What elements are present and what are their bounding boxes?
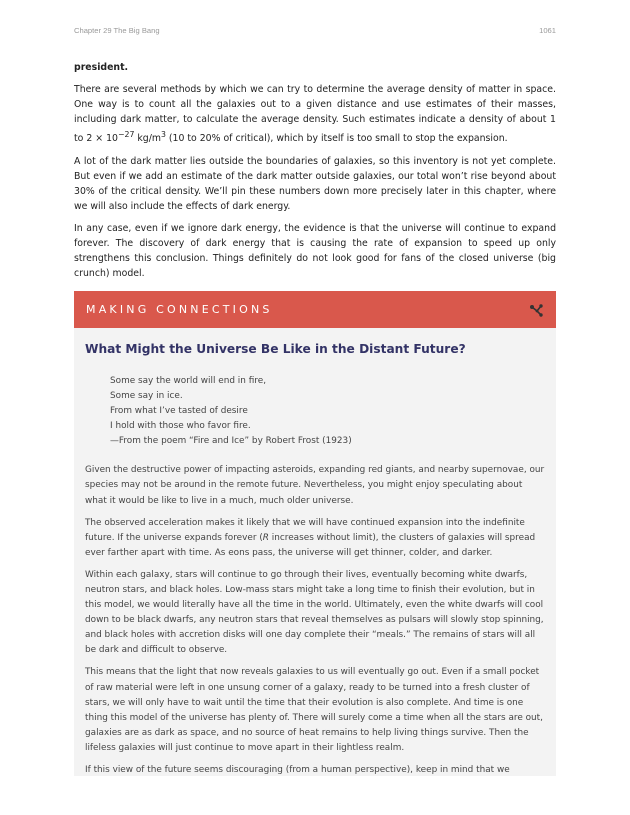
- paragraph-dark-matter: A lot of the dark matter lies outside the boundaries of galaxies, so this inventory is not yet complete. But even if we add an estimate of the dark matter outside galaxies, our total won’t rise beyond about 30% of the critical density. We’ll pin these numbers down more precisely later in this chapter, where we will also include the effects of dark energy.: [74, 155, 556, 212]
- box-header: [74, 291, 556, 328]
- paragraph-fragment: president.: [74, 62, 129, 73]
- box-label: MAKING CONNECTIONS: [86, 303, 273, 317]
- box-paragraph-expansion: [85, 516, 545, 561]
- poem-quote: [110, 374, 545, 449]
- exponent: 3: [160, 130, 166, 140]
- running-head: [74, 26, 556, 35]
- making-connections-box: [74, 291, 556, 776]
- paragraph-density-methods: [74, 82, 556, 146]
- poem-attribution: —From the poem “Fire and Ice” by Robert Frost (1923): [110, 436, 352, 447]
- box-paragraph-stars: Within each galaxy, stars will continue to go through their lives, eventually becoming white dwarfs, neutron stars, and black holes. Low-mass stars might take a long time to finish their evolution, but in this model, we would literally have all the time in the world. Ultimately, even the white dwarfs will cool down to be black dwarfs, any neutron stars that reveal themselves as pulsars will slowly stop spinning, and black holes with accretion disks will one day complete their “meals.” The remains of stars will all be dark and difficult to observe.: [85, 569, 544, 656]
- paragraph-text: increases without limit), the clusters of galaxies will spread ever farther apart with time. As eons pass, the universe will get thinner, colder, and darker.: [85, 532, 536, 558]
- paragraph-dark-energy: In any case, even if we ignore dark energy, the evidence is that the universe will continue to expand forever. The discovery of dark energy that is causing the rate of expansion to speed up only strengthens this conclusion. Things definitely do not look good for fans of the closed universe (big crunch) model.: [74, 222, 556, 280]
- paragraph-text: kg/m: [134, 133, 161, 145]
- poem-line: Some say the world will end in fire,: [110, 376, 267, 387]
- box-title: What Might the Universe Be Like in the Distant Future?: [85, 342, 466, 357]
- paragraph-text: (10 to 20% of critical), which by itself is too small to stop the expansion.: [165, 133, 508, 145]
- exponent: −27: [117, 130, 135, 140]
- paragraph-text: There are several methods by which we can try to determine the average density of matter in space. One way is to count all the galaxies out to a given distance and use estimates of their masses, including dark matter, to calculate the average density. Such estimates indicate a density of about 1 to 2 × 10: [74, 84, 556, 145]
- box-body: [74, 328, 556, 776]
- chapter-title: Chapter 29 The Big Bang: [74, 26, 160, 35]
- paragraph-continuation: [74, 60, 556, 75]
- connections-icon: [528, 302, 544, 318]
- box-paragraph-light: This means that the light that now reveals galaxies to us will eventually go out. Even if a small pocket of raw material were left in one unsung corner of a galaxy, ready to be turned into a fresh cluster of stars, we will only have to wait until the time that their evolution is also complete. And time is one thing this model of the universe has plenty of. There will surely come a time when all the stars are out, galaxies are as dark as space, and no source of heat remains to help living things survive. Then the lifeless galaxies will just continue to move apart in their lightless realm.: [85, 667, 543, 753]
- poem-line: From what I’ve tasted of desire: [110, 406, 248, 417]
- poem-line: I hold with those who favor fire.: [110, 421, 251, 432]
- box-paragraph-perspective: If this view of the future seems discouraging (from a human perspective), keep in mind that we: [85, 765, 510, 776]
- poem-line: Some say in ice.: [110, 391, 183, 402]
- paragraph-text: The observed acceleration makes it likely that we will have continued expansion into the indefinite future. If the universe expands forever (: [85, 517, 525, 543]
- page-number: 1061: [539, 26, 556, 35]
- box-paragraph-future: Given the destructive power of impacting asteroids, expanding red giants, and nearby supernovae, our species may not be around in the remote future. Nevertheless, you might enjoy speculating about what it would be like to live in a much, much older universe.: [85, 465, 545, 506]
- variable-r: R: [262, 532, 269, 543]
- page-content: [74, 60, 556, 776]
